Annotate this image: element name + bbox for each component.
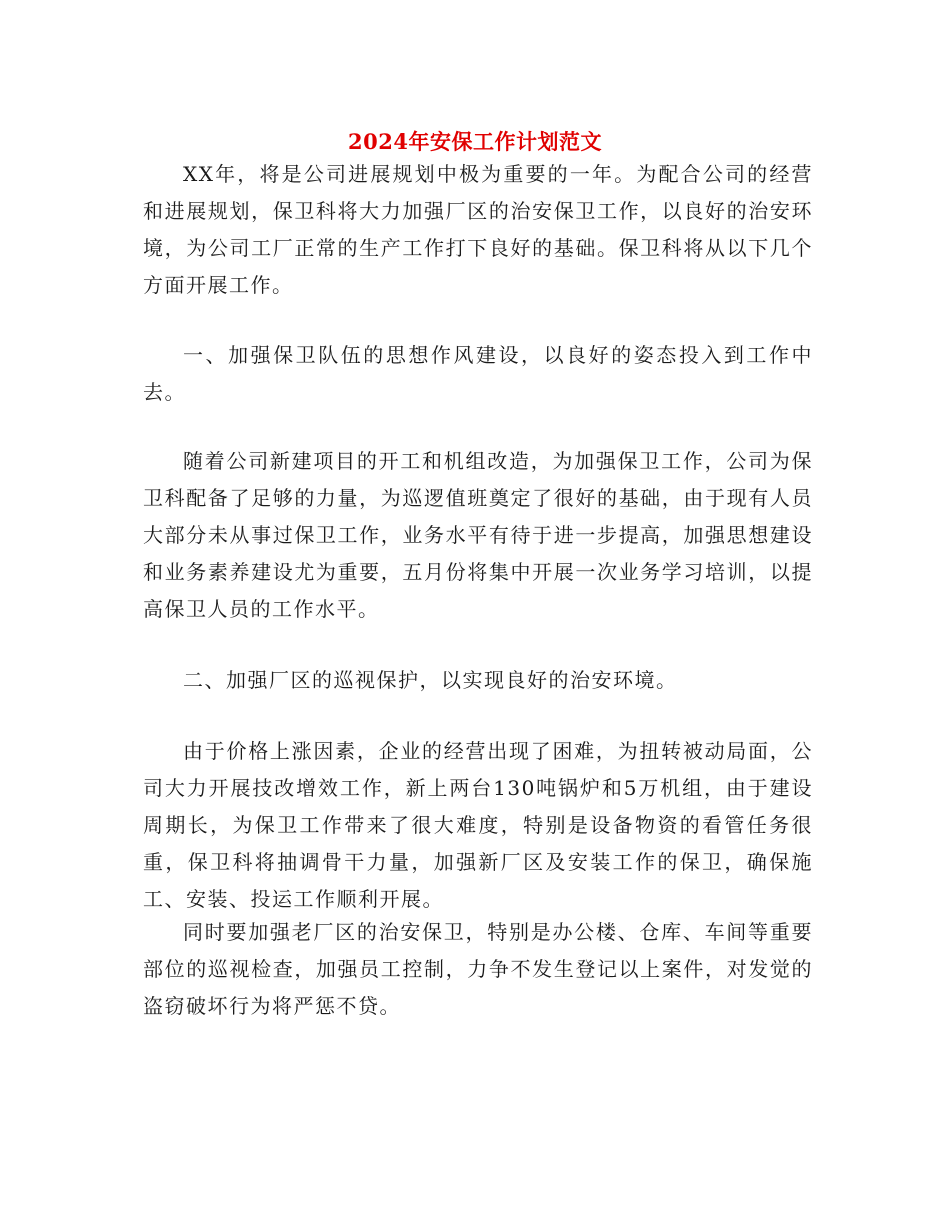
section-heading-1: 一、加强保卫队伍的思想作风建设，以良好的姿态投入到工作中去。	[143, 343, 813, 404]
section-heading-2: 二、加强厂区的巡视保护，以实现良好的治安环境。	[183, 668, 678, 692]
paragraph-section-2: 由于价格上涨因素，企业的经营出现了困难，为扭转被动局面，公司大力开展技改增效工作，新上两台130吨锅炉和5万机组，由于建设周期长，为保卫工作带来了很大难度，特别是设备物资的看管任务很重，保卫科将抽调骨干力量，加强新厂区及安装工作的保卫，确保施工、安装、投运工作顺利开展。	[143, 739, 813, 911]
paragraph-intro: XX年，将是公司进展规划中极为重要的一年。为配合公司的经营和进展规划，保卫科将大力加强厂区的治安保卫工作，以良好的治安环境，为公司工厂正常的生产工作打下良好的基础。保卫科将从以下几个方面开展工作。	[143, 162, 813, 297]
document-title: 2024年安保工作计划范文	[348, 129, 602, 155]
paragraph-section-1: 随着公司新建项目的开工和机组改造，为加强保卫工作，公司为保卫科配备了足够的力量，为巡逻值班奠定了很好的基础，由于现有人员大部分未从事过保卫工作，业务水平有待于进一步提高，加强思想建设和业务素养建设尤为重要，五月份将集中开展一次业务学习培训，以提高保卫人员的工作水平。	[143, 449, 813, 621]
paragraph-section-2-continued: 同时要加强老厂区的治安保卫，特别是办公楼、仓库、车间等重要部位的巡视检查，加强员工控制，力争不发生登记以上案件，对发觉的盗窃破坏行为将严惩不贷。	[143, 920, 813, 1018]
